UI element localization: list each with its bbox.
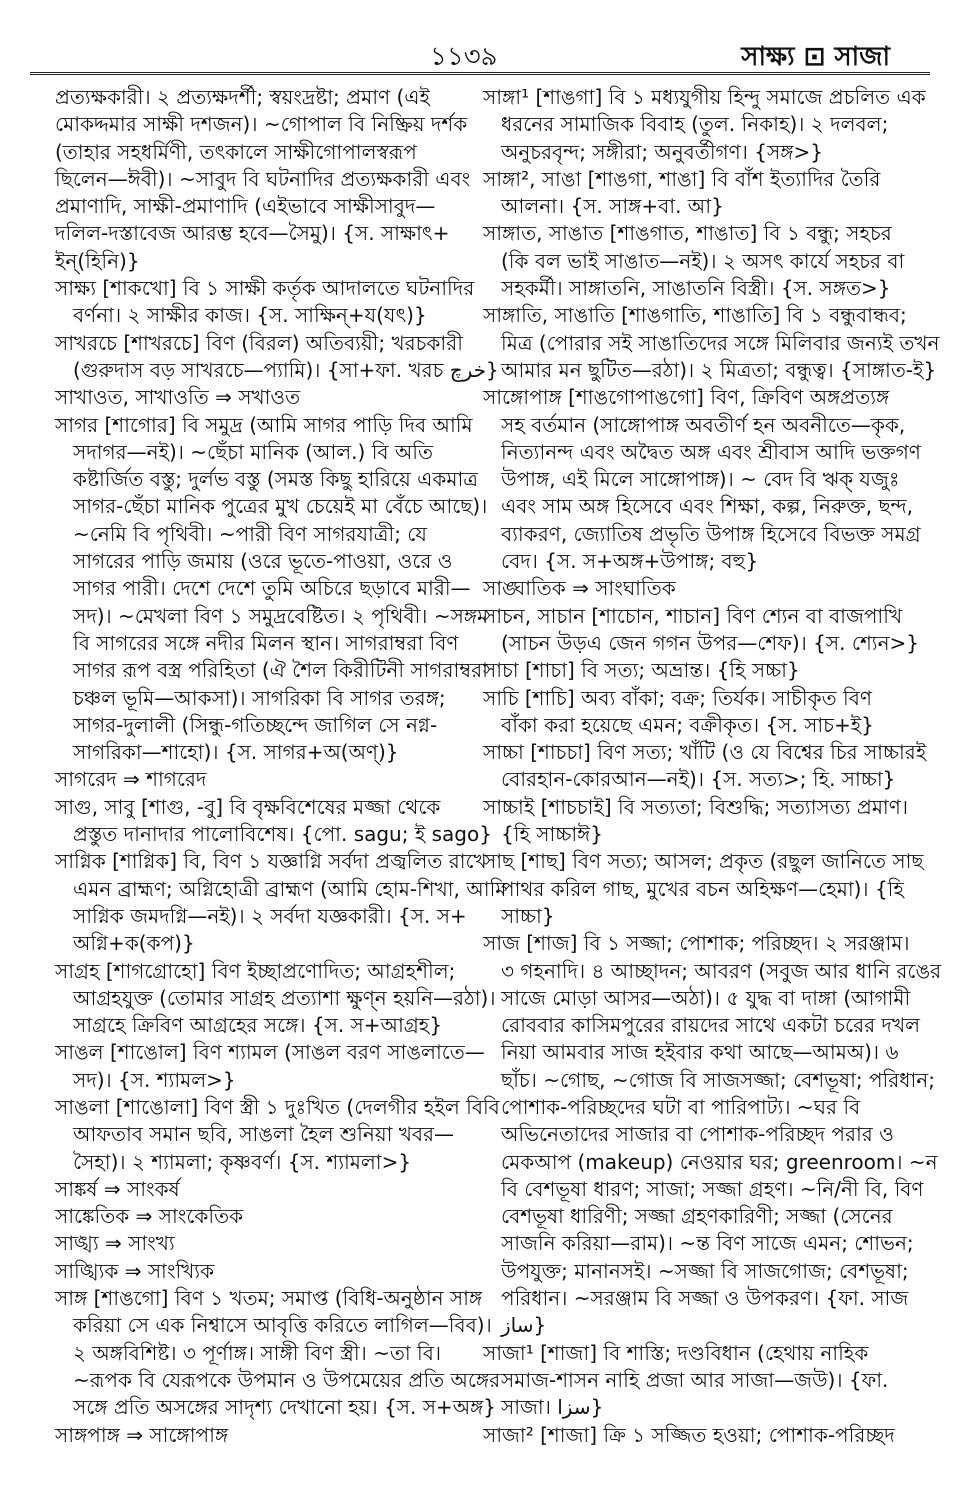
dictionary-line: (কি বল ভাই সাঙাত—নই)। ২ অসৎ কার্যে সহচর বা bbox=[501, 248, 905, 273]
dictionary-line: চঞ্চল ভূমি—আকসা)। সাগরিকা বি সাগর তরঙ্গ; bbox=[73, 685, 446, 710]
dictionary-line: এবং সাম অঙ্গ হিসেবে এবং শিক্ষা, কল্প, নিরুক্ত, ছন্দ, bbox=[501, 494, 913, 519]
dictionary-line: সাঙল [শাঙোল] বিণ শ্যামল (সাঙল বরণ সাঙলাতে— bbox=[55, 1040, 485, 1065]
left-column bbox=[55, 84, 507, 1449]
dictionary-line: সদ)। ~মেখলা বিণ ১ সমুদ্রবেষ্টিত। ২ পৃথিবী। ~সঙ্গম bbox=[73, 603, 489, 628]
dictionary-line: সাগর রূপ বস্ত্র পরিহিতা (ঐ শৈল কিরীটিনী সাগরাম্বরা bbox=[73, 658, 488, 683]
dictionary-line: দলিল-দস্তাবেজ আরম্ভ হবে—সৈমু)। {স. সাক্ষাৎ+ bbox=[55, 221, 450, 246]
dictionary-line: সাগ্রহ [শাগগ্রোহো] বিণ ইচ্ছাপ্রণোদিত; আগ্রহশীল; bbox=[55, 958, 456, 983]
dictionary-line: নিয়া আমবার সাজ হইবার কথা আছে—আমঅ)। ৬ bbox=[501, 1040, 899, 1065]
dictionary-line: বর্ণনা। ২ সাক্ষীর কাজ। {স. সাক্ষিন্+য(যৎ)} bbox=[73, 303, 427, 328]
dictionary-line: সাজনি করিয়া—রাম)। ~ন্ত বিণ সাজে এমন; শোভন; bbox=[501, 1231, 914, 1256]
dictionary-line: সাঙলা [শাঙোলা] বিণ স্ত্রী ১ দুঃখিত (দেলগীর হইল বিবি bbox=[55, 1094, 500, 1119]
dictionary-line: সাচা [শাচা] বি সত্য; অভ্রান্ত। {হি সচ্চা} bbox=[483, 658, 800, 683]
dictionary-line: মেকআপ (makeup) নেওয়ার ঘর; greenroom। ~ন bbox=[501, 1149, 938, 1174]
dictionary-line: অগ্নি+ক(কপ)} bbox=[73, 931, 195, 956]
dictionary-line: রোববার কাসিমপুরের রায়দের সাথে একটা চরের দখল bbox=[501, 1013, 920, 1038]
dictionary-line: অনুচরবৃন্দ; সঙ্গীরা; অনুবর্তীগণ। {সঙ্গ>} bbox=[501, 139, 823, 164]
dictionary-line: বাঁকা করা হয়েছে এমন; বক্রীকৃত। {স. সাচ+ই} bbox=[501, 712, 874, 737]
dictionary-line: সাচন, সাচান [শাচোন, শাচান] বিণ শ্যেন বা বাজপাখি bbox=[483, 603, 903, 628]
dictionary-line: ২ অঙ্গবিশিষ্ট। ৩ পূর্ণাঙ্গ। সাঙ্গী বিণ স্ত্রী। ~তা বি। bbox=[73, 1340, 442, 1365]
dictionary-line: আলনা। {স. সাঙ্গ+বা. আ} bbox=[501, 194, 724, 219]
dictionary-line: ساز} bbox=[501, 1313, 547, 1338]
dictionary-line: সাঙ্গপাঙ্গ ⇒ সাঙ্গোপাঙ্গ bbox=[55, 1422, 229, 1447]
dictionary-line: সাগর-ছেঁচা মানিক পুত্রের মুখ চেয়েই মা বেঁচে আছে)। bbox=[73, 494, 488, 519]
dictionary-line: সাঙ্গা¹ [শাঙগা] বি ১ মধ্যযুগীয় হিন্দু সমাজে প্রচলিত এক bbox=[483, 85, 926, 109]
dictionary-line: সাগ্নিক জমদগ্নি—নই)। ২ সর্বদা যজ্ঞকারী। {স. স+ bbox=[73, 903, 467, 928]
dictionary-line: আমার মন ছুটিত—রঠা)। ২ মিত্রতা; বন্ধুত্ব। {সাঙ্গাত-ই} bbox=[501, 357, 937, 382]
dictionary-line: পরিধান। ~সরঞ্জাম বি সজ্জা ও উপকরণ। {ফা. সাজ bbox=[501, 1286, 909, 1311]
dictionary-line: উপাঙ্গ, এই মিলে সাঙ্গোপাঙ্গ)। ~ বেদ বি ঋক্ যজুঃ bbox=[501, 467, 900, 492]
dictionary-line: পাথর করিল গাছ, মুখের বচন অহিক্ষণ—হেমা)। {হি bbox=[501, 876, 904, 901]
dictionary-line: সৈহা)। ২ শ্যামলা; কৃষ্ণবর্ণ। {স. শ্যামলা>} bbox=[73, 1149, 412, 1174]
dictionary-line: সাগরিকা—শাহো)। {স. সাগর+অ(অণ্)} bbox=[73, 740, 399, 765]
dictionary-line: সদাগর—নই)। ~ছেঁচা মানিক (আল.) বি অতি bbox=[73, 439, 433, 464]
dictionary-line: সাঙ্খ্যিক ⇒ সাংখ্যিক bbox=[55, 1258, 215, 1283]
right-column bbox=[483, 84, 942, 1449]
dictionary-line: এমন ব্রাহ্মণ; অগ্নিহোত্রী ব্রাহ্মণ (আমি হোম-শিখা, আমি bbox=[73, 876, 507, 901]
dictionary-line: সাঙ্গোপাঙ্গ [শাঙগোপাঙগো] বিণ, ক্রিবিণ অঙ্গপ্রত্যঙ্গ bbox=[483, 385, 890, 410]
dictionary-line: নিত্যানন্দ এবং অদ্বৈত অঙ্গ এবং শ্রীবাস আদি ভক্তগণ bbox=[501, 439, 921, 464]
dictionary-line: সাজা² [শাজা] ক্রি ১ সজ্জিত হওয়া; পোশাক-পরিচ্ছদ bbox=[483, 1422, 895, 1447]
dictionary-line: সাঙ্কর্ষ ⇒ সাংকর্ষ bbox=[55, 1176, 180, 1201]
dictionary-line: {হি সাচ্চাঈ} bbox=[501, 822, 603, 847]
dictionary-line: সাঙ্কেতিক ⇒ সাংকেতিক bbox=[55, 1204, 244, 1229]
dictionary-line: সাজ [শাজ] বি ১ সজ্জা; পোশাক; পরিচ্ছদ। ২ সরঞ্জাম। bbox=[483, 931, 910, 956]
guide-words: সাক্ষ্য ⊡ সাজা bbox=[741, 42, 890, 72]
header-rule bbox=[30, 72, 930, 75]
dictionary-line: আগ্রহযুক্ত (তোমার সাগ্রহ প্রত্যাশা ক্ষুণ্ন হয়নি—রঠা)। bbox=[73, 985, 496, 1010]
dictionary-line: সাচ্চা [শাচচা] বিণ সত্য; খাঁটি (ও যে বিশ্বের চির সাচ্চারই bbox=[483, 740, 927, 765]
dictionary-line: সাজে মোড়া আসর—অঠা)। ৫ যুদ্ধ বা দাঙ্গা (আগামী bbox=[501, 985, 911, 1010]
dictionary-line: বেদ। {স. স+অঙ্গ+উপাঙ্গ; বহু} bbox=[501, 549, 759, 574]
dictionary-line: সাখরচে [শাখরচে] বিণ (বিরল) অতিব্যয়ী; খরচকারী bbox=[55, 330, 463, 355]
dictionary-line: সাগর-দুলালী (সিন্ধু-গতিচ্ছন্দে জাগিল সে নগ্ন- bbox=[73, 712, 438, 737]
dictionary-line: সমাজ-শাসন নাহি প্রজা আর সাজা—জউ)। {ফা. bbox=[501, 1367, 889, 1392]
dictionary-line: ৩ গহনাদি। ৪ আচ্ছাদন; আবরণ (সবুজ আর ধানি রঙের bbox=[501, 958, 942, 983]
dictionary-line: ধরনের সামাজিক বিবাহ (তুল. নিকাহ)। ২ দলবল; bbox=[501, 112, 889, 137]
dictionary-line: সঙ্গে প্রতি অসঙ্গের সাদৃশ্য দেখানো হয়। {স. স+অঙ্গ} bbox=[73, 1395, 497, 1420]
dictionary-line: কষ্টার্জিত বস্তু; দুর্লভ বস্তু (সমস্ত কিছু হারিয়ে একমাত্র bbox=[73, 467, 478, 492]
dictionary-line: উপযুক্ত; মানানসই। ~সজ্জা বি সাজগোজ; বেশভূষা; bbox=[501, 1258, 909, 1283]
dictionary-line: ছাঁচ। ~গোছ, ~গোজ বি সাজসজ্জা; বেশভূষা; পরিধান; bbox=[501, 1067, 935, 1092]
dictionary-line: সাজা¹ [শাজা] বি শাস্তি; দণ্ডবিধান (হেথায় নাহিক bbox=[483, 1340, 869, 1365]
dictionary-line: ~নেমি বি পৃথিবী। ~পারী বিণ সাগরযাত্রী; যে bbox=[73, 521, 427, 546]
dictionary-line: করিয়া সে এক নিশ্বাসে আবৃত্তি করিতে লাগিল—বিব)। bbox=[73, 1313, 492, 1338]
dictionary-line: সাগরের পাড়ি জমায় (ওরে ভূতে-পাওয়া, ওরে ও bbox=[73, 549, 453, 574]
dictionary-line: পোশাক-পরিচ্ছদের ঘটা বা পারিপাট্য। ~ঘর বি bbox=[501, 1094, 861, 1119]
dictionary-line: সাক্ষ্য [শাকখো] বি ১ সাক্ষী কর্তৃক আদালতে ঘটনাদির bbox=[55, 276, 475, 301]
dictionary-line: অভিনেতাদের সাজার বা পোশাক-পরিচ্ছদ পরার ও bbox=[501, 1122, 894, 1147]
dictionary-line: সহকর্মী। সাঙ্গাতনি, সাঙাতনি বিস্ত্রী। {স. সঙ্গত>} bbox=[501, 276, 891, 301]
dictionary-line: ব্যাকরণ, জ্যোতিষ প্রভৃতি উপাঙ্গ হিসেবে বিভক্ত সমগ্র bbox=[501, 521, 921, 546]
dictionary-line: বেশভূষা ধারিণী; সজ্জা গ্রহণকারিণী; সজ্জা (সেনের bbox=[501, 1204, 893, 1229]
dictionary-line: সাচি [শাচি] অব্য বাঁকা; বক্র; তির্যক। সাচীকৃত বিণ bbox=[483, 685, 872, 710]
dictionary-line: সাগর পারী। দেশে দেশে তুমি অচিরে ছড়াবে মারী— bbox=[73, 576, 471, 601]
dictionary-line: সাচ্চাই [শাচচাই] বি সত্যতা; বিশুদ্ধি; সত্যাসত্য প্রমাণ। bbox=[483, 794, 908, 819]
dictionary-line: সাঙ্খ্য ⇒ সাংখ্য bbox=[55, 1231, 175, 1256]
dictionary-line: সদ)। {স. শ্যামল>} bbox=[73, 1067, 236, 1092]
dictionary-line: প্রমাণাদি, সাক্ষী-প্রমাণাদি (এইভাবে সাক্ষীসাবুদ— bbox=[55, 194, 436, 219]
dictionary-line: (গুরুদাস বড় সাখরচে—প্যামি)। {সা+ফা. খরচ خرچ} bbox=[73, 357, 499, 382]
dictionary-line: মোকদ্দমার সাক্ষী দশজন)। ~গোপাল বি নিষ্ক্রিয় দর্শক bbox=[55, 112, 468, 137]
dictionary-line: সাজা। سزا} bbox=[501, 1395, 604, 1420]
dictionary-line: সাচ্চা} bbox=[501, 903, 555, 928]
dictionary-line: (সাচন উড়এ জেন গগন উপর—শেফ)। {স. শ্যেন>} bbox=[501, 630, 919, 655]
dictionary-line: সাঙ্গাত, সাঙাত [শাঙগাত, শাঙাত] বি ১ বন্ধু; সহচর bbox=[483, 221, 892, 246]
dictionary-line: বি সাগরের সঙ্গে নদীর মিলন স্থান। সাগরাম্বরা বিণ bbox=[73, 630, 459, 655]
dictionary-line: সাছ [শাছ] বিণ সত্য; আসল; প্রকৃত (রছুল জানিতে সাছ bbox=[483, 849, 924, 874]
page-number: ১১৩৯ bbox=[430, 42, 498, 72]
dictionary-line: প্রত্যক্ষকারী। ২ প্রত্যক্ষদর্শী; স্বয়ংদ্রষ্টা; প্রমাণ (এই bbox=[55, 85, 430, 109]
dictionary-line: সাখাওত, সাখাওতি ⇒ সখাওত bbox=[55, 385, 301, 410]
dictionary-line: সাঙ্ঘাতিক ⇒ সাংঘাতিক bbox=[483, 576, 676, 601]
dictionary-line: ইন্(হিনি)} bbox=[55, 248, 140, 273]
dictionary-line: (তাহার সহধর্মিণী, তৎকালে সাক্ষীগোপালস্বরূপ bbox=[55, 139, 417, 164]
dictionary-line: আফতাব সমান ছবি, সাঙলা হৈল শুনিয়া খবর— bbox=[73, 1122, 455, 1147]
dictionary-line: সহ বর্তমান (সাঙ্গোপাঙ্গ অবতীর্ণ হন অবনীতে—কৃক, bbox=[501, 412, 906, 437]
dictionary-line: সাগু, সাবু [শাগু, -বু] বি বৃক্ষবিশেষের মজ্জা থেকে bbox=[55, 794, 441, 819]
dictionary-line: সাঙ্গা², সাঙা [শাঙগা, শাঙা] বি বাঁশ ইত্যাদির তৈরি bbox=[483, 166, 881, 191]
dictionary-line: ~রূপক বি যেরূপকে উপমান ও উপমেয়ের প্রতি অঙ্গের bbox=[73, 1367, 501, 1392]
dictionary-line: বি বেশভূষা ধারণ; সাজা; সজ্জা গ্রহণ। ~নি/নী বি, বিণ bbox=[501, 1176, 924, 1201]
dictionary-line: প্রস্তুত দানাদার পালোবিশেষ। {পো. sagu; ই sago} bbox=[73, 822, 492, 847]
dictionary-line: ছিলেন—ঈবী)। ~সাবুদ বি ঘটনাদির প্রত্যক্ষকারী এবং bbox=[55, 166, 471, 191]
dictionary-line: সাঙ্গাতি, সাঙাতি [শাঙগাতি, শাঙাতি] বি ১ বন্ধুবান্ধব; bbox=[483, 303, 907, 328]
dictionary-line: সাগ্নিক [শাগ্নিক] বি, বিণ ১ যজ্ঞাগ্নি সর্বদা প্রজ্বলিত রাখে bbox=[55, 849, 487, 874]
dictionary-line: সাঙ্গ [শাঙগো] বিণ ১ খতম; সমাপ্ত (বিধি-অনুষ্ঠান সাঙ্গ bbox=[55, 1286, 483, 1311]
dictionary-line: মিত্র (পোরার সই সাঙাতিদের সঙ্গে মিলিবার জন্যই তখন bbox=[501, 330, 940, 355]
page-header bbox=[0, 0, 960, 78]
dictionary-line: সাগরেদ ⇒ শাগরেদ bbox=[55, 767, 207, 792]
dictionary-line: সাগ্রহে ক্রিবিণ আগ্রহের সঙ্গে। {স. স+আগ্রহ} bbox=[73, 1013, 443, 1038]
dictionary-line: বোরহান-কোরআন—নই)। {স. সত্য>; হি. সাচ্চা} bbox=[501, 767, 896, 792]
dictionary-line: সাগর [শাগোর] বি সমুদ্র (আমি সাগর পাড়ি দিব আমি bbox=[55, 412, 473, 437]
